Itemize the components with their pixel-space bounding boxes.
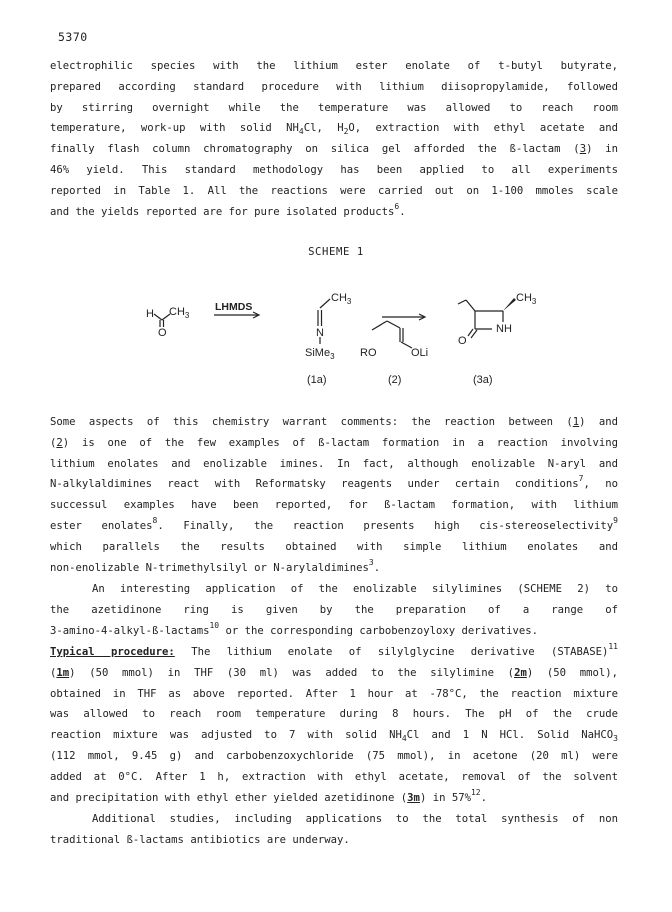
text-line: 46% yield. This standard methodology has been applied to all experiments	[50, 163, 618, 176]
text-line: (112 mmol, 9.45 g) and carbobenzoxychloride (75 mmol), in acetone (20 ml) were	[50, 749, 618, 762]
text-line: (1m) (50 mmol) in THF (30 ml) was added to the silylimine (2m) (50 mmol),	[50, 666, 618, 679]
text-line: successul examples have been reported, for ß-lactam formation, with lithium	[50, 499, 618, 512]
paragraph-2	[50, 412, 618, 578]
citation: 7	[578, 474, 584, 484]
compound-ref: 3	[579, 143, 587, 156]
citation: 9	[613, 515, 618, 525]
text-line: Typical procedure: The lithium enolate of silylglycine derivative (STABASE)$^{11}$	[50, 642, 618, 658]
compound-label-3a: (3a)	[473, 374, 493, 386]
text-line: (2) is one of the few examples of ß-lactam formation in a reaction involving	[50, 436, 618, 449]
citation: 6	[394, 201, 400, 211]
text-line: prepared according standard procedure with lithium diisopropylamide, followed	[50, 80, 618, 93]
atom-o: O	[158, 327, 167, 339]
text-line: electrophilic species with the lithium ester enolate of t-butyl butyrate,	[50, 60, 618, 72]
citation: 12	[470, 787, 481, 797]
text-line: finally flash column chromatography on silica gel afforded the ß-lactam (3) in	[50, 143, 618, 156]
citation: 3	[368, 557, 374, 567]
citation: 10	[209, 620, 220, 630]
atom-n: N	[316, 327, 324, 339]
atom-ch3-imine: $CH_3$	[331, 292, 352, 306]
compound-label-1a: (1a)	[307, 374, 327, 386]
text-line: N-alkylaldimines react with Reformatsky reagents under certain conditions$^7$, no	[50, 474, 619, 491]
compound-ref: 3m	[407, 791, 420, 804]
text-line: non-enolizable N-trimethylsilyl or N-arylaldimines$^3$.	[50, 557, 381, 574]
text-line: lithium enolates and enolizable imines. In fact, although enolizable N-aryl and	[50, 457, 618, 470]
text-line: which parallels the results obtained with simple lithium enolates and	[50, 540, 618, 553]
text-line: the azetidinone ring is given by the preparation of a range of	[50, 603, 618, 616]
atom-h: H	[146, 308, 154, 320]
atom-ch3: $CH_3$	[169, 306, 190, 320]
section-heading: Typical procedure:	[50, 646, 175, 658]
text-line: ester enolates$^8$. Finally, the reaction presents high cis-stereoselectivity$^9$	[50, 515, 618, 532]
text-line: 3-amino-4-alkyl-ß-lactams$^{10}$ or the corresponding carbobenzoyloxy derivatives.	[50, 620, 538, 637]
atom-ch3-lactam: $CH_3$	[516, 292, 537, 306]
text-line: and the yields reported are for pure isolated products$^6$.	[50, 201, 406, 218]
paragraph-4	[50, 642, 618, 808]
citation: 11	[608, 642, 618, 651]
text-line: added at 0°C. After 1 h, extraction with ethyl acetate, removal of the solvent	[50, 770, 618, 783]
text-line: An interesting application of the enolizable silylimines (SCHEME 2) to	[92, 583, 618, 595]
text-line: and precipitation with ethyl ether yielded azetidinone (3m) in 57%$^{12}$.	[50, 787, 487, 804]
scheme-title: SCHEME 1	[308, 246, 364, 258]
text-line: Some aspects of this chemistry warrant comments: the reaction between (1) and	[50, 416, 619, 428]
text-line: was allowed to reach room temperature during 8 hours. The pH of the crude	[50, 708, 618, 721]
page-number: 5370	[58, 30, 88, 44]
atom-nh: NH	[496, 323, 512, 335]
scheme-diagram	[0, 270, 672, 390]
atom-o-lactam: O	[458, 335, 467, 347]
atom-sime3: SiMe$_3$	[305, 347, 335, 361]
atom-ro: RO	[360, 347, 377, 359]
atom-oli: OLi	[411, 347, 429, 359]
compound-label-2: (2)	[388, 374, 402, 386]
reagent-label: LHMDS	[215, 301, 253, 313]
compound-ref: 1m	[56, 666, 70, 679]
paragraph-5	[50, 809, 618, 851]
text-line: traditional ß-lactams antibiotics are underway.	[50, 833, 350, 846]
text-line: temperature, work-up with solid $NH_4Cl$, $H_2O$, extraction with ethyl acetate and	[50, 122, 619, 137]
paragraph-1	[50, 56, 618, 222]
compound-ref: 2	[56, 436, 63, 449]
citation: 8	[152, 515, 158, 525]
compound-ref: 1	[572, 416, 580, 428]
text-line: reported in Table 1. All the reactions were carried out on 1-100 mmoles scale	[50, 184, 618, 197]
text-line: Additional studies, including applications to the total synthesis of non	[92, 813, 618, 825]
text-line: by stirring overnight while the temperature was allowed to reach room	[50, 101, 618, 114]
paragraph-3	[50, 579, 618, 641]
text-line: obtained in THF as above reported. After 1 hour at -78°C, the reaction mixture	[50, 687, 618, 700]
text-line: reaction mixture was adjusted to 7 with solid $NH_4Cl$ and 1 N HCl. Solid NaHCO$_3$	[50, 729, 618, 744]
compound-ref: 2m	[514, 666, 527, 679]
